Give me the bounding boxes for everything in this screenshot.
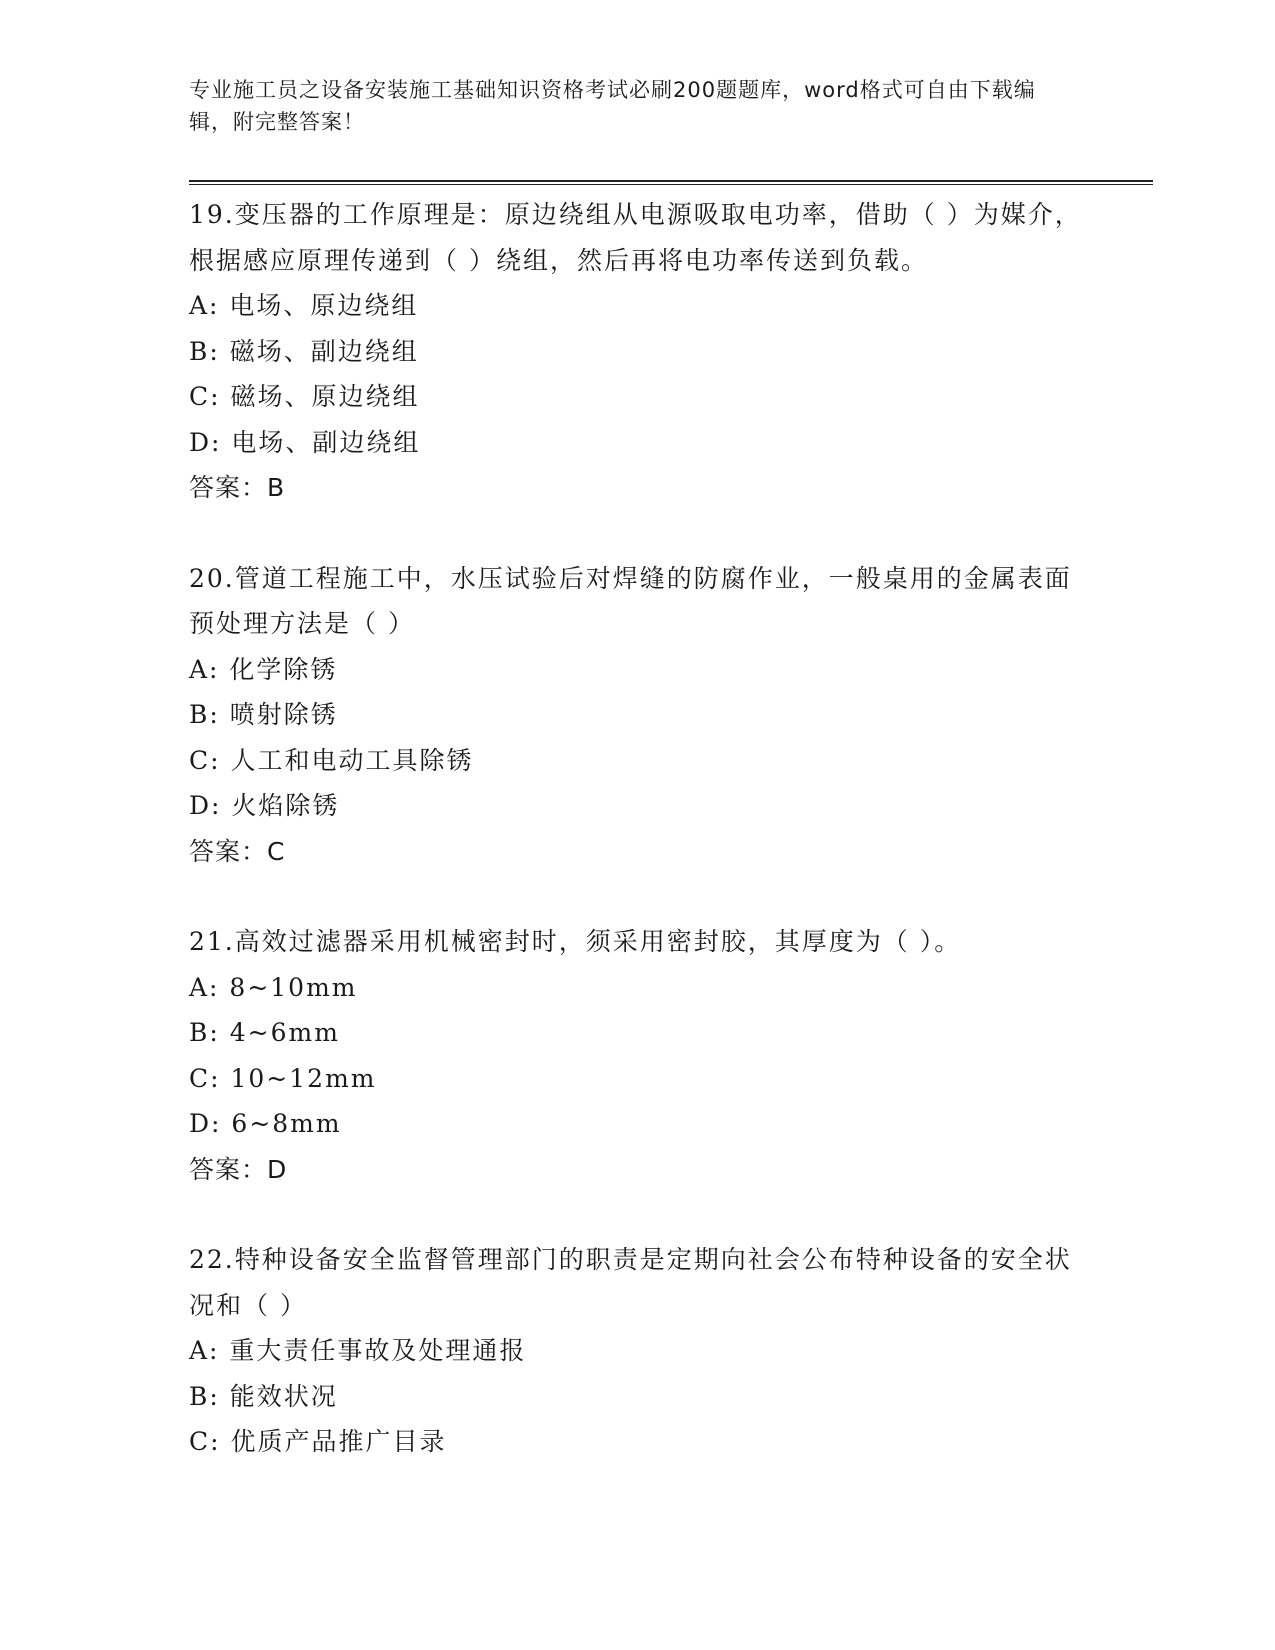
question-text: 20.管道工程施工中，水压试验后对焊缝的防腐作业，一般桌用的金属表面预处理方法是（ ） bbox=[189, 563, 1072, 638]
document-header: 专业施工员之设备安装施工基础知识资格考试必刷200题题库，word格式可自由下载编辑，附完整答案！ bbox=[189, 78, 1036, 134]
question-text: 19.变压器的工作原理是：原边绕组从电源吸取电功率，借助（ ）为媒介，根据感应原理传递到（ ）绕组，然后再将电功率传送到负载。 bbox=[189, 200, 1082, 275]
answer: 答案：D bbox=[189, 1154, 288, 1184]
option-c: C: 磁场、原边绕组 bbox=[189, 382, 420, 411]
option-a: A: 化学除锈 bbox=[189, 654, 338, 684]
answer: 答案：C bbox=[189, 836, 286, 866]
option-c: C: 优质产品推广目录 bbox=[189, 1427, 447, 1456]
question-text: 22.特种设备安全监督管理部门的职责是定期向社会公布特种设备的安全状况和（ ） bbox=[189, 1245, 1072, 1320]
option-b: B: 喷射除锈 bbox=[189, 700, 338, 729]
option-d: D: 电场、副边绕组 bbox=[189, 427, 421, 457]
question-21 bbox=[189, 919, 1089, 1192]
header-divider-thin bbox=[189, 184, 1153, 185]
question-text: 21.高效过滤器采用机械密封时，须采用密封胶，其厚度为（ ）。 bbox=[189, 927, 962, 956]
option-a: A: 8~10mm bbox=[189, 972, 358, 1002]
option-a: A: 电场、原边绕组 bbox=[189, 291, 419, 320]
header-divider-thick bbox=[189, 180, 1153, 182]
answer: 答案：B bbox=[189, 473, 286, 502]
option-c: C: 人工和电动工具除锈 bbox=[189, 745, 474, 775]
question-19 bbox=[189, 192, 1089, 511]
question-list bbox=[189, 192, 1089, 1510]
option-d: D: 6~8mm bbox=[189, 1109, 342, 1138]
question-20 bbox=[189, 556, 1089, 875]
option-d: D: 火焰除锈 bbox=[189, 791, 340, 820]
option-c: C: 10~12mm bbox=[189, 1063, 377, 1093]
option-b: B: 4~6mm bbox=[189, 1018, 340, 1047]
option-a: A: 重大责任事故及处理通报 bbox=[189, 1336, 527, 1365]
question-22 bbox=[189, 1237, 1089, 1465]
option-b: B: 磁场、副边绕组 bbox=[189, 336, 419, 366]
option-b: B: 能效状况 bbox=[189, 1381, 338, 1411]
